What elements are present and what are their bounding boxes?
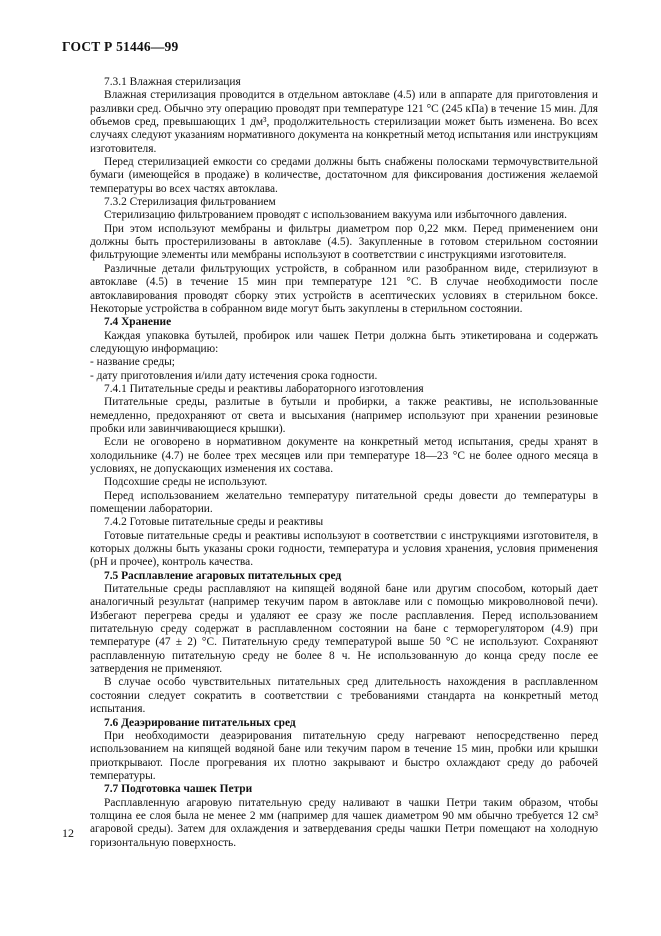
- section-heading: 7.3.1 Влажная стерилизация: [104, 76, 241, 88]
- paragraph: В случае особо чувствительных питательных сред длительность нахождения в расплавленном состоянии следует сократить в соответствии с требованиями стандарта на конкретный метод испытания.: [90, 676, 598, 716]
- section-heading: 7.4.2 Готовые питательные среды и реактивы: [104, 516, 324, 529]
- paragraph: Расплавленную агаровую питательную среду наливают в чашки Петри таким образом, чтобы толщина ее слоя была не менее 2 мм (например для чашек диаметром 90 мм обычно требуется 12 см³ агаровой среды). Затем для охлаждения и затвердевания среды чашки Петри помещают на холодную горизонтальную поверхность.: [90, 796, 598, 849]
- document-body: [90, 76, 598, 850]
- paragraph: Перед использованием желательно температуру питательной среды довести до температуры в помещении лаборатории.: [90, 489, 598, 515]
- page-number: 12: [62, 826, 74, 840]
- paragraph: При необходимости деаэрирования питательную среду нагревают непосредственно перед использованием на кипящей водяной бане или текучим паром в течение 15 мин, пробки или крышки приоткрывают. После прогревания их плотно закрывают и быстро охлаждают среду до рабочей температуры.: [90, 729, 598, 782]
- paragraph: Каждая упаковка бутылей, пробирок или чашек Петри должна быть этикетирована и содержать следующую информацию:: [90, 329, 598, 355]
- list-item: - дату приготовления и/или дату истечения срока годности.: [90, 369, 378, 382]
- section-title: 7.7 Подготовка чашек Петри: [104, 783, 253, 796]
- paragraph: Влажная стерилизация проводится в отдельном автоклаве (4.5) или в аппарате для приготовления и разливки сред. Обычно эту операцию проводят при температуре 121 °С (245 кПа) в течение 15 мин. Для объемов сред, превышающих 1 дм³, продолжительность стерилизации может быть изменена. Во всех случаях следуют указаниям нормативного документа на конкретный метод испытания или инструкциям изготовителя.: [90, 89, 598, 155]
- paragraph: Подсохшие среды не используют.: [104, 476, 268, 489]
- paragraph: Перед стерилизацией емкости со средами должны быть снабжены полосками термочувствительной бумаги (имеющейся в продаже) в количестве, достаточном для фиксирования достижения желаемой температуры во всех частях автоклава.: [90, 156, 598, 195]
- section-heading: 7.3.2 Стерилизация фильтрованием: [104, 196, 276, 209]
- document-header: ГОСТ Р 51446—99: [62, 39, 179, 54]
- paragraph: Стерилизацию фильтрованием проводят с использованием вакуума или избыточного давления.: [104, 209, 567, 222]
- list-item: - название среды;: [90, 356, 175, 369]
- section-title: 7.5 Расплавление агаровых питательных сред: [104, 569, 342, 582]
- section-title: 7.4 Хранение: [104, 316, 172, 329]
- paragraph: При этом используют мембраны и фильтры диаметром пор 0,22 мкм. Перед применением они должны быть простерилизованы в автоклаве (4.5). Закупленные в готовом стерильном состоянии фильтрующие элементы или мембраны используют в соответствии с инструкциями изготовителя.: [90, 222, 598, 262]
- paragraph: Если не оговорено в нормативном документе на конкретный метод испытания, среды хранят в холодильнике (4.7) не более трех месяцев или при температуре 18—23 °С не более одного месяца в условиях, не допускающих изменения их состава.: [90, 436, 598, 475]
- paragraph: Питательные среды, разлитые в бутыли и пробирки, а также реактивы, не использованные немедленно, предохраняют от света и высыхания (например используют при хранении резиновые пробки или завинчивающиеся крышки).: [90, 396, 598, 435]
- paragraph: Питательные среды расплавляют на кипящей водяной бане или другим способом, который дает аналогичный результат (например текучим паром в автоклаве или с помощью микроволновой печи). Избегают перегрева среды и удаляют ее сразу же после расплавления. Перед использованием питательную среду содержат в расплавленном состоянии на бане с терморегулятором (4.9) при температуре (47 ± 2) °С. Питательную среду температурой выше 50 °С не используют. Сохраняют расплавленную питательную среду не более 8 ч. Не использованную до конца среду после ее затвердения не применяют.: [90, 583, 598, 676]
- section-title: 7.6 Деаэрирование питательных сред: [104, 716, 296, 729]
- paragraph: Различные детали фильтрующих устройств, в собранном или разобранном виде, стерилизуют в автоклаве (4.5) в течение 15 мин при температуре 121 °С. В случае необходимости после автоклавирования проводят сборку этих устройств в асептических условиях в стерильном боксе. Некоторые устройства в собранном виде могут быть закуплены в стерильном состоянии.: [90, 262, 598, 315]
- section-heading: 7.4.1 Питательные среды и реактивы лабораторного изготовления: [104, 382, 424, 395]
- paragraph: Готовые питательные среды и реактивы используют в соответствии с инструкциями изготовителя, в которых должны быть указаны сроки годности, температура и условия хранения, условия применения (рН и прочее), контроль качества.: [90, 529, 598, 569]
